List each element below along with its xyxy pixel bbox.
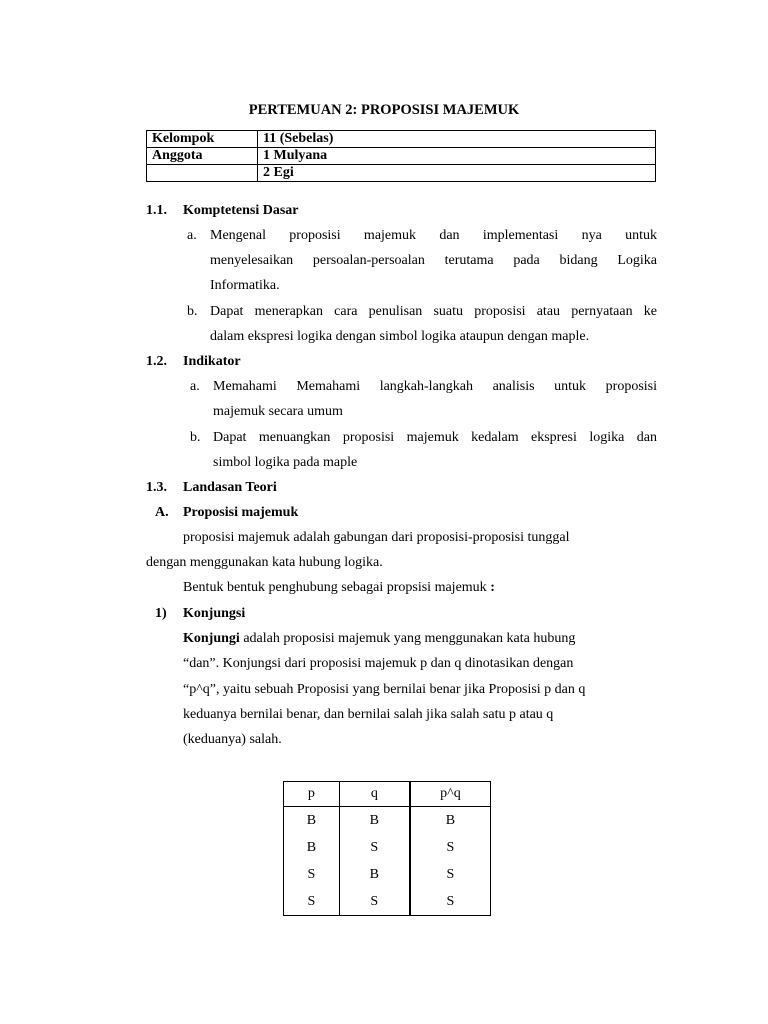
- table-row: [284, 888, 491, 916]
- list-marker: a.: [187, 228, 197, 243]
- group-table: [146, 130, 656, 182]
- text-line: proposisi majemuk adalah gabungan dari proposisi-proposisi tunggal: [183, 530, 570, 545]
- list-marker: a.: [190, 379, 200, 394]
- table-cell: 11 (Sebelas): [258, 131, 656, 148]
- truth-table: [283, 781, 491, 916]
- table-cell: B: [284, 834, 340, 861]
- text-line: [183, 578, 495, 598]
- document-title: PERTEMUAN 2: PROPOSISI MAJEMUK: [248, 102, 520, 118]
- table-cell: [147, 165, 258, 182]
- section-number: 1.3.: [146, 480, 167, 495]
- table-cell: S: [410, 834, 491, 861]
- text-line: Informatika.: [210, 278, 280, 293]
- term-bold: Konjungi: [183, 631, 240, 646]
- text-line: (keduanya) salah.: [183, 732, 282, 747]
- text-line: Memahami Memahami langkah-langkah analisis untuk proposisi: [213, 379, 657, 394]
- text-span: adalah proposisi majemuk yang menggunakan kata hubung: [239, 631, 576, 646]
- table-row: [147, 165, 656, 182]
- table-row: [284, 861, 491, 888]
- colon-mark: :: [490, 580, 495, 595]
- table-cell: Kelompok: [147, 131, 258, 148]
- table-cell: S: [339, 834, 410, 861]
- table-cell: B: [339, 861, 410, 888]
- table-row: [147, 131, 656, 148]
- subsection-heading: Proposisi majemuk: [183, 505, 299, 520]
- section-heading: Komptetensi Dasar: [183, 203, 299, 218]
- table-cell: 1 Mulyana: [258, 148, 656, 165]
- text-line: [183, 629, 575, 649]
- section-heading: Landasan Teori: [183, 480, 277, 495]
- text-line: “p^q”, yaitu sebuah Proposisi yang bernilai benar jika Proposisi p dan q: [183, 682, 586, 697]
- text-line: dalam ekspresi logika dengan simbol logika ataupun dengan maple.: [210, 329, 590, 344]
- table-header-cell: q: [339, 782, 410, 807]
- table-header-row: [284, 782, 491, 807]
- list-marker: 1): [155, 606, 167, 621]
- text-line: Dapat menuangkan proposisi majemuk kedalam ekspresi logika dan: [213, 430, 657, 445]
- table-cell: S: [410, 888, 491, 916]
- text-line: menyelesaikan persoalan-persoalan terutama pada bidang Logika: [210, 253, 657, 268]
- text-line: Mengenal proposisi majemuk dan implementasi nya untuk: [210, 228, 657, 243]
- list-marker: b.: [187, 304, 198, 319]
- table-cell: B: [284, 807, 340, 835]
- table-header-cell: p: [284, 782, 340, 807]
- subsection-marker: A.: [155, 505, 169, 520]
- table-row: [284, 834, 491, 861]
- table-cell: S: [339, 888, 410, 916]
- text-line: majemuk secara umum: [213, 404, 343, 419]
- table-cell: B: [410, 807, 491, 835]
- text-line: “dan”. Konjungsi dari proposisi majemuk p dan q dinotasikan dengan: [183, 656, 574, 671]
- list-marker: b.: [190, 430, 201, 445]
- table-cell: S: [410, 861, 491, 888]
- table-header-cell: p^q: [410, 782, 491, 807]
- text-line: simbol logika pada maple: [213, 455, 358, 470]
- section-heading: Indikator: [183, 354, 241, 369]
- table-cell: Anggota: [147, 148, 258, 165]
- table-cell: S: [284, 888, 340, 916]
- table-cell: B: [339, 807, 410, 835]
- text-span: Bentuk bentuk penghubung sebagai propsisi majemuk: [183, 580, 491, 595]
- table-row: [147, 148, 656, 165]
- subsection-heading: Konjungsi: [183, 606, 246, 621]
- section-number: 1.2.: [146, 354, 167, 369]
- table-cell: S: [284, 861, 340, 888]
- text-line: Dapat menerapkan cara penulisan suatu proposisi atau pernyataan ke: [210, 304, 657, 319]
- table-row: [284, 807, 491, 835]
- table-cell: 2 Egi: [258, 165, 656, 182]
- text-line: dengan menggunakan kata hubung logika.: [146, 555, 383, 570]
- text-line: keduanya bernilai benar, dan bernilai salah jika salah satu p atau q: [183, 707, 554, 722]
- section-number: 1.1.: [146, 203, 167, 218]
